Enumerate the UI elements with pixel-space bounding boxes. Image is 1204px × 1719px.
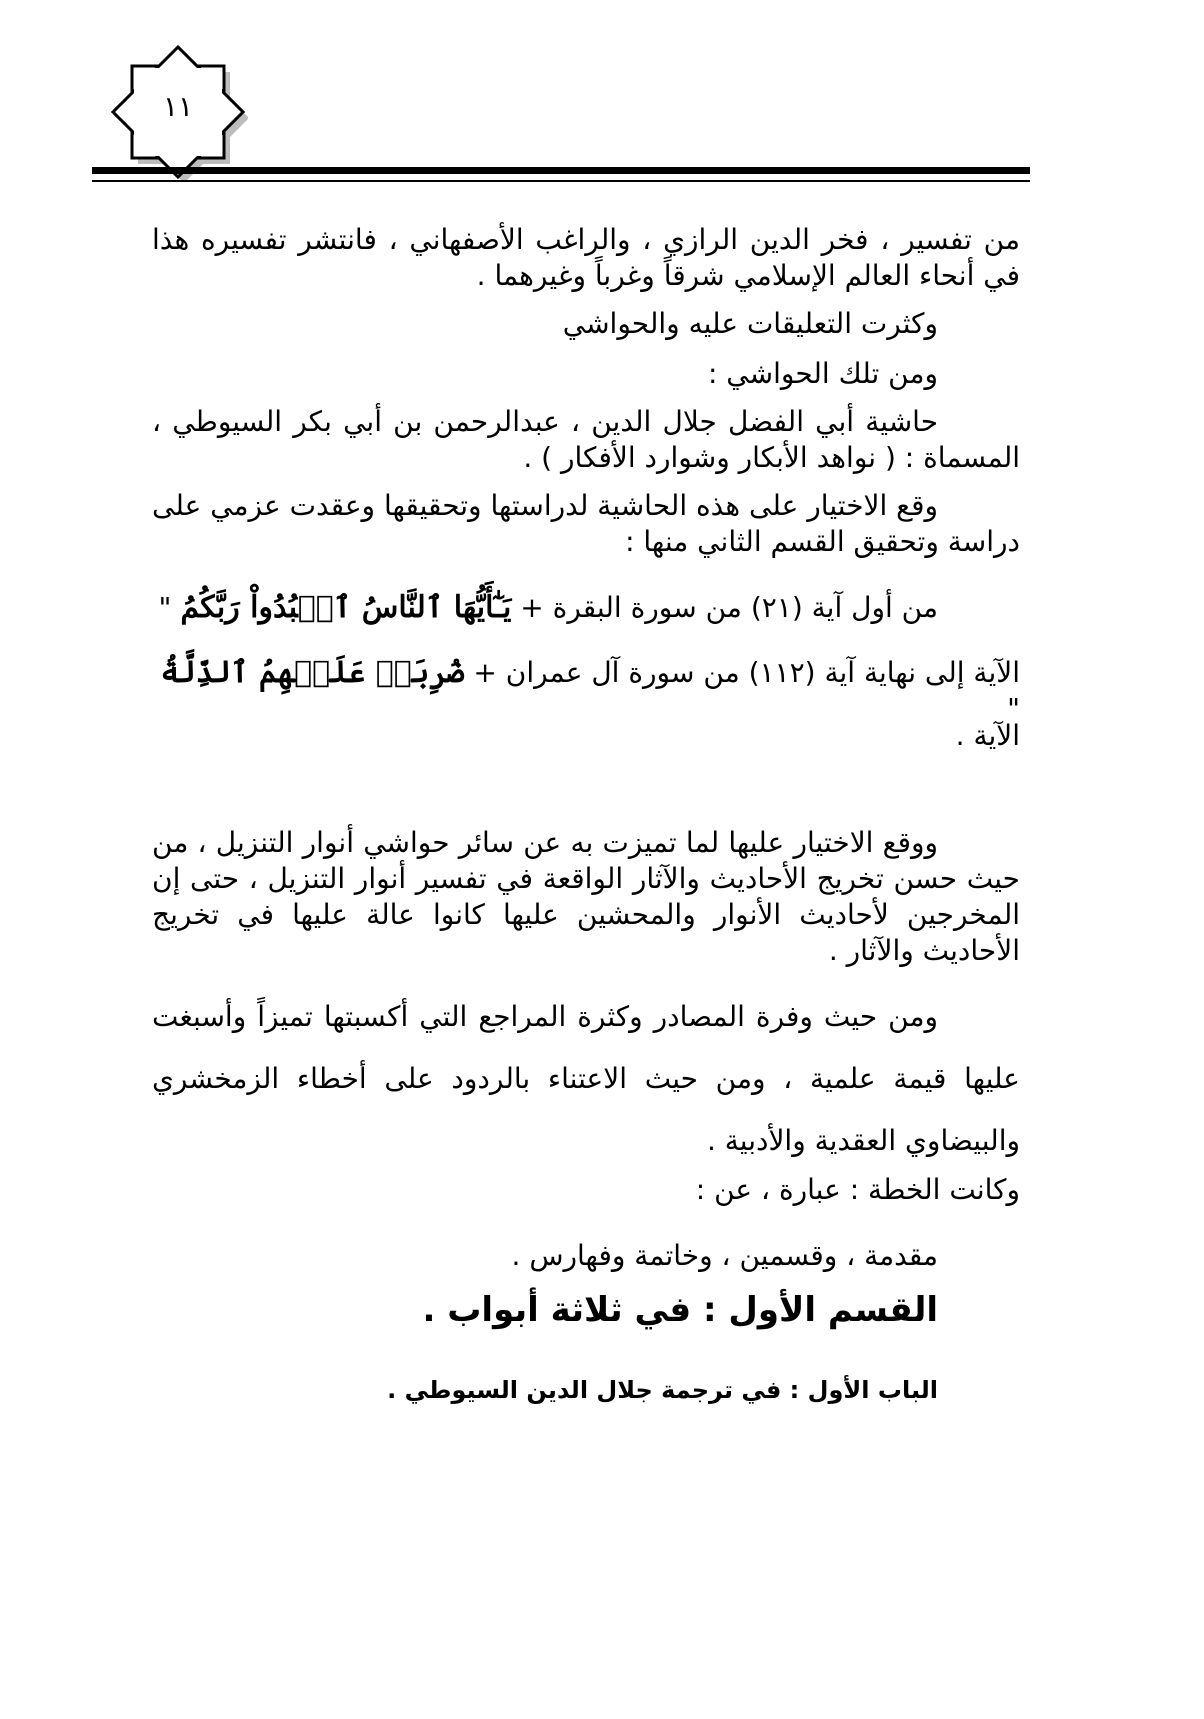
paragraph-10: ومن حيث وفرة المصادر وكثرة المراجع التي أكسبتها تميزاً وأسبغت عليها قيمة علمية ، ومن حيث الاعتناء بالردود على أخطاء الزمخشري والبيضاوي العقدية والأدبية . [152, 1000, 1020, 1157]
paragraph-11: وكانت الخطة : عبارة ، عن : [695, 1173, 1020, 1206]
paragraph-5: وقع الاختيار على هذه الحاشية لدراستها وتحقيقها وعقدت عزمي على دراسة وتحقيق القسم الثاني منها : [152, 489, 1020, 558]
paragraph-6 [152, 590, 1020, 626]
quran-verse-1: يَـٰٓأَيُّهَا ٱلنَّاسُ ٱعۡبُدُواْ رَبَّكُمُ [180, 590, 512, 625]
paragraph-7 [152, 655, 1020, 727]
paragraph-4: حاشية أبي الفضل جلال الدين ، عبدالرحمن بن أبي بكر السيوطي ، المسماة : ( نواهد الأبكار وشوارد الأفكار ) . [152, 405, 1020, 474]
paragraph-2: وكثرت التعليقات عليه والحواشي [562, 307, 938, 340]
quote-mark-2: " [1007, 692, 1020, 725]
paragraph-3: ومن تلك الحواشي : [707, 357, 938, 390]
paragraph-9: ووقع الاختيار عليها لما تميزت به عن سائر حواشي أنوار التنزيل ، من حيث حسن تخريج الأحاديث والآثار الواقعة في تفسير أنوار التنزيل ، حتى إن المخرجين لأحاديث الأنوار والمحشين عليها كانوا عالة عليها في تخريج الأحاديث والآثار . [152, 826, 1020, 967]
paragraph-1: من تفسير ، فخر الدين الرازي ، والراغب الأصفهاني ، فانتشر تفسيره هذا في أنحاء العالم الإسلامي شرقاً وغرباً وغيرهما . [152, 223, 1020, 292]
page-number: ١١ [162, 90, 194, 123]
section-heading: القسم الأول : في ثلاثة أبواب . [422, 1290, 938, 1330]
quran-verse-2: ضُرِبَتۡ عَلَيۡهِمُ ٱلذِّلَّةُ [160, 655, 465, 690]
chapter-heading: الباب الأول : في ترجمة جلال الدين السيوطي . [387, 1376, 938, 1404]
paragraph-12: مقدمة ، وقسمين ، وخاتمة وفهارس . [511, 1239, 938, 1272]
header-rule-thin [92, 180, 1030, 182]
quote-mark-1: " [158, 591, 172, 624]
paragraph-7-text: الآية إلى نهاية آية (١١٢) من سورة آل عمران + [473, 656, 1020, 689]
page-number-badge [108, 42, 248, 182]
paragraph-6-text: من أول آية (٢١) من سورة البقرة + [520, 591, 938, 624]
header-rule-thick [92, 167, 1030, 174]
paragraph-8: الآية . [955, 719, 1020, 752]
